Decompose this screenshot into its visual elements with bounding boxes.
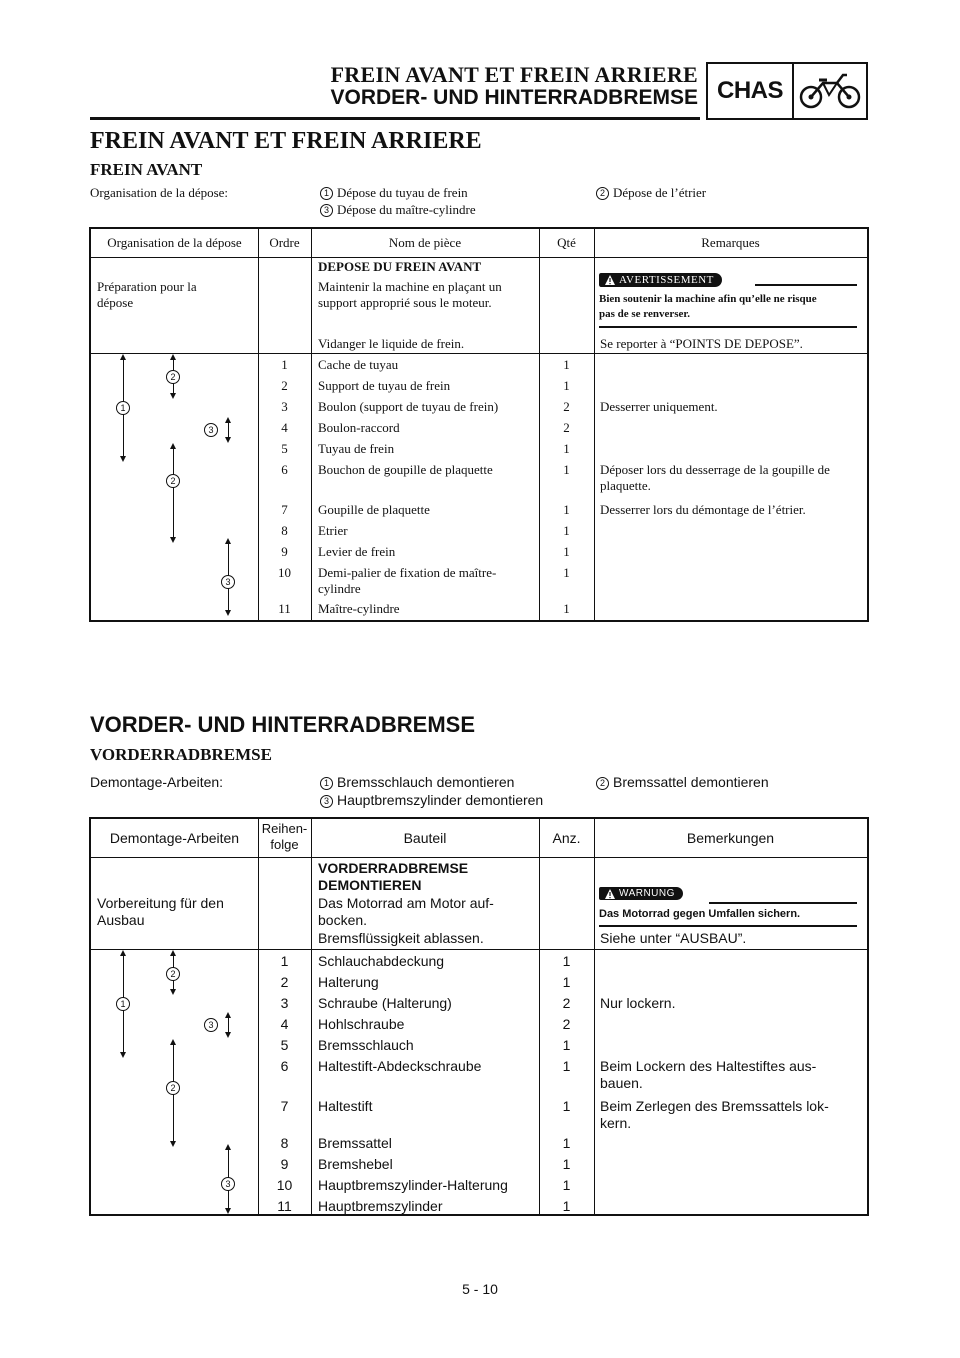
de-prep-task-1: Das Motorrad am Motor auf- bocken. [318,895,494,928]
row-rem [600,1156,865,1173]
group-label-1: 1 [116,997,130,1011]
de-col-header: Anz. [552,830,581,846]
row-rem: Beim Lockern des Haltestiftes aus- bauen. [600,1058,817,1091]
row-n: 6 [281,462,288,477]
row-name: Etrier [318,523,348,538]
fr-col-header: Qté [557,235,576,250]
row-n: 2 [280,974,289,990]
page-number: 5 - 10 [462,1281,498,1297]
row-n: 3 [281,399,288,414]
row-qty: 1 [562,953,571,969]
row-n: 8 [281,523,288,538]
row-rem [600,441,865,457]
row-rem: Beim Zerlegen des Bremssattels lok- kern. [600,1098,829,1131]
chas-label: CHAS [708,64,794,118]
row-n: 6 [280,1058,289,1074]
row-name: Bremshebel [318,1156,393,1172]
row-qty: 2 [563,420,570,435]
row-rem [600,378,865,394]
row-n: 7 [280,1098,289,1114]
row-name: Halterung [318,974,379,990]
de-warning-text: Das Motorrad gegen Umfallen sichern. [599,908,801,920]
fr-warning-badge: AVERTISSEMENT [599,273,722,287]
group-arrow-3a [228,422,229,438]
row-rem: Desserrer lors du démontage de l’étrier. [600,502,806,517]
group-label-2a: 2 [166,967,180,981]
row-qty: 1 [562,974,571,990]
fr-intro-item-3: 3 Dépose du maître-cylindre [320,201,476,218]
row-rem [600,544,865,560]
row-n: 2 [281,378,288,393]
row-rem: Déposer lors du desserrage de la goupille de plaquette. [600,462,830,493]
row-name: Bouchon de goupille de plaquette [318,462,493,477]
row-name: Demi-palier de fixation de maître- cylindre [318,565,497,596]
row-qty: 1 [562,1135,571,1151]
row-qty: 1 [563,462,570,477]
row-rem [600,1177,865,1194]
group-arrow-3a [228,1017,229,1033]
group-label-3b: 3 [221,1177,235,1191]
row-n: 5 [280,1037,289,1053]
de-section-title: VORDER- UND HINTERRADBREMSE [90,712,476,737]
row-name: Hohlschraube [318,1016,405,1032]
row-rem: Desserrer uniquement. [600,399,718,414]
fr-section-title: FREIN AVANT ET FREIN ARRIERE [90,128,482,154]
de-intro-item-1: 1 Bremsschlauch demontieren [320,774,514,791]
row-name: Haltestift-Abdeckschraube [318,1058,482,1074]
row-rem [600,974,865,991]
row-qty: 2 [562,995,571,1011]
row-rem: Nur lockern. [600,995,676,1011]
row-name: Schraube (Halterung) [318,995,452,1011]
row-qty: 1 [562,1098,571,1114]
row-name: Hauptbremszylinder-Halterung [318,1177,508,1193]
row-rem [600,1198,865,1215]
row-n: 4 [280,1016,289,1032]
de-col-header: Demontage-Arbeiten [109,830,240,846]
row-name: Maître-cylindre [318,601,400,616]
row-qty: 1 [563,357,570,372]
row-name: Tuyau de frein [318,441,395,456]
de-prep-reference: Siehe unter “AUSBAU”. [600,930,747,946]
row-name: Levier de frein [318,544,396,559]
row-name: Bremsschlauch [318,1037,414,1053]
row-name: Haltestift [318,1098,373,1114]
row-n: 8 [280,1135,289,1151]
fr-col-header: Ordre [269,235,300,250]
row-qty: 1 [562,1177,571,1193]
row-n: 9 [281,544,288,559]
row-n: 11 [278,601,291,616]
group-label-3b: 3 [221,575,235,589]
group-label-2a: 2 [166,370,180,384]
row-name: Boulon (support de tuyau de frein) [318,399,499,414]
row-n: 10 [278,565,291,580]
header-title-de: VORDER- UND HINTERRADBREMSE [330,86,698,109]
fr-prep-task-1: Maintenir la machine en plaçant un support approprié sous le moteur. [318,279,502,310]
fr-prep-label: Préparation pour la dépose [97,279,197,310]
fr-intro-item-2: 2 Dépose de l’étrier [596,184,706,201]
de-intro-item-3: 3 Hauptbremszylinder demontieren [320,792,543,809]
header-title-fr: FREIN AVANT ET FREIN ARRIERE [330,62,698,87]
row-name: Hauptbremszylinder [318,1198,443,1214]
row-rem [600,420,865,436]
row-name: Schlauchabdeckung [318,953,445,969]
fr-intro-label: Organisation de la dépose: [90,185,229,200]
de-intro-label: Demontage-Arbeiten: [90,774,224,790]
group-label-2b: 2 [166,474,180,488]
fr-prep-reference: Se reporter à “POINTS DE DEPOSE”. [600,336,803,351]
row-qty: 1 [563,565,570,580]
row-n: 11 [277,1198,292,1214]
row-n: 1 [281,357,288,372]
warning-icon [605,275,615,285]
row-n: 10 [276,1177,293,1193]
group-label-1: 1 [116,401,130,415]
row-qty: 1 [563,502,570,517]
de-prep-label: Vorbereitung für den Ausbau [97,895,224,928]
row-name: Boulon-raccord [318,420,400,435]
de-col-header: Reihen- folge [261,821,308,852]
group-label-2b: 2 [166,1081,180,1095]
fr-col-header: Remarques [701,235,760,250]
group-label-3a: 3 [204,423,218,437]
row-qty: 1 [563,544,570,559]
row-name: Cache de tuyau [318,357,399,372]
row-n: 7 [281,502,288,517]
row-rem [600,523,865,539]
row-qty: 1 [562,1037,571,1053]
fr-subsection-title: FREIN AVANT [90,160,203,179]
row-qty: 1 [562,1198,571,1214]
row-qty: 2 [562,1016,571,1032]
row-rem [600,953,865,970]
row-qty: 1 [562,1058,571,1074]
de-subsection-title: VORDERRADBREMSE [90,745,272,764]
header-rule [90,117,700,120]
group-arrow-2b [173,448,174,538]
row-name: Bremssattel [318,1135,392,1151]
row-n: 4 [281,420,288,435]
de-intro-item-2: 2 Bremssattel demontieren [596,774,769,791]
row-rem [600,601,865,617]
row-rem [600,1016,865,1033]
motorcycle-icon [794,64,866,118]
chas-section-badge [706,62,868,120]
row-rem [600,357,865,373]
fr-prep-title: DEPOSE DU FREIN AVANT [318,259,482,274]
row-qty: 2 [563,399,570,414]
row-n: 3 [280,995,289,1011]
row-qty: 1 [563,378,570,393]
group-label-3a: 3 [204,1018,218,1032]
row-qty: 1 [563,523,570,538]
row-name: Support de tuyau de frein [318,378,451,393]
warning-icon [605,889,615,899]
row-qty: 1 [562,1156,571,1172]
row-rem [600,565,865,581]
fr-intro-item-1: 1 Dépose du tuyau de frein [320,184,468,201]
de-disassembly-table [89,817,869,1216]
de-prep-task-2: Bremsflüssigkeit ablassen. [318,930,484,946]
row-rem [600,1135,865,1152]
fr-disassembly-table [89,227,869,622]
de-prep-title: VORDERRADBREMSE DEMONTIEREN [318,860,469,893]
fr-col-header: Nom de pièce [388,235,462,250]
de-col-header: Bauteil [403,830,447,846]
de-warning-badge: WARNUNG [599,887,683,900]
row-rem [600,1037,865,1054]
fr-warning-text: Bien soutenir la machine afin qu’elle ne risque pas de se renverser. [599,293,817,320]
row-name: Goupille de plaquette [318,502,430,517]
row-n: 5 [281,441,288,456]
fr-prep-task-2: Vidanger le liquide de frein. [318,336,465,351]
row-qty: 1 [563,441,570,456]
row-qty: 1 [563,601,570,616]
row-n: 1 [280,953,289,969]
de-col-header: Bemerkungen [686,830,775,846]
row-n: 9 [280,1156,289,1172]
fr-col-header: Organisation de la dépose [107,235,242,250]
